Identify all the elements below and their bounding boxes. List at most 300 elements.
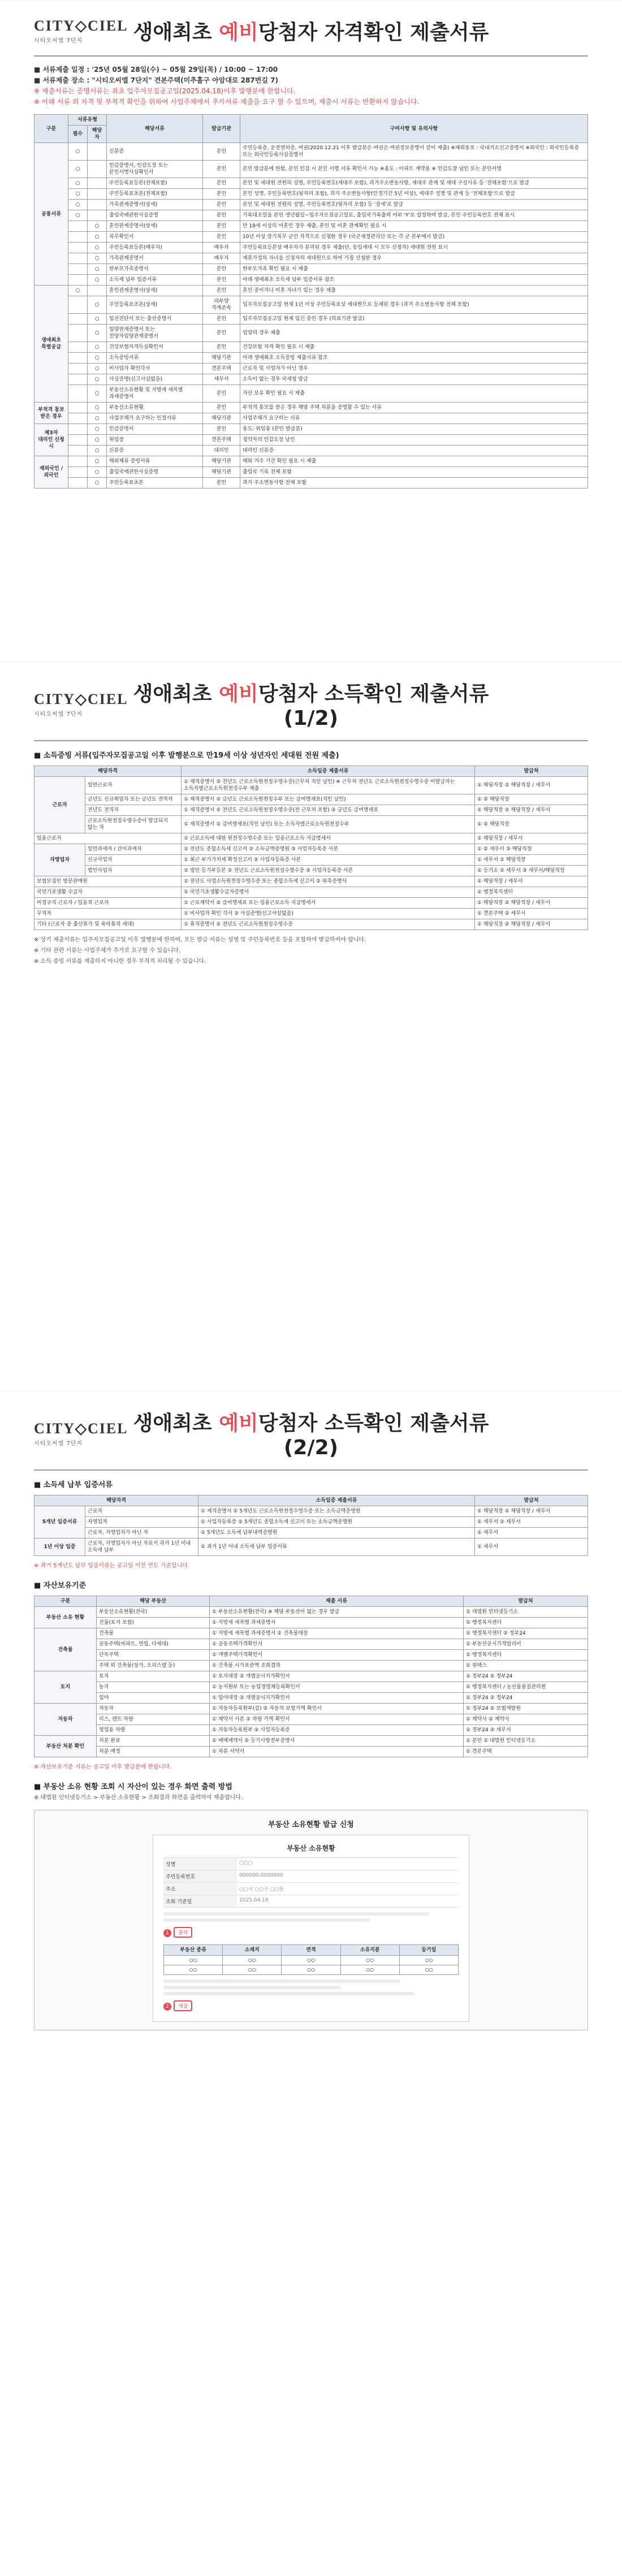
- doc-cell: ① 자동차등록원부(갑) ② 자동차 보험가액 확인서: [210, 1704, 464, 1714]
- table-row: [34, 1704, 588, 1714]
- check-cell: 소득이 없는 경우 국세청 발급: [240, 374, 588, 385]
- cond-cell: ○: [88, 221, 107, 232]
- table-row: [34, 275, 588, 286]
- type-cell: 자동차: [97, 1704, 210, 1714]
- must-cell: [68, 264, 88, 275]
- table-row: [34, 243, 588, 253]
- sample-field-value: ○○시 ○○구 ○○동: [239, 1887, 284, 1892]
- sample-row: [164, 1965, 459, 1975]
- doc-cell: ① 전년도 사업소득원천징수영수증 또는 종합소득세 신고서 ② 위촉증명서: [182, 876, 475, 887]
- doc-cell: 소득세 납부 입증서류: [107, 275, 203, 286]
- type-cell: 공동주택(아파트, 연립, 다세대): [97, 1639, 210, 1650]
- sample-field-key: 주소: [163, 1883, 237, 1895]
- doc-cell: ① 최근 부가가치세 확정신고서 ② 사업자등록증 사본: [182, 855, 475, 866]
- tax-table-body: [34, 1506, 588, 1556]
- must-cell: ○: [68, 286, 88, 296]
- must-cell: [68, 221, 88, 232]
- table-row: [34, 1528, 588, 1538]
- section-header: [0, 1391, 622, 1469]
- place-cell: 해당기관: [203, 456, 240, 467]
- doc-cell: ① 근로계약서 ② 급여명세표 또는 일용근로소득 지급명세서: [182, 898, 475, 909]
- placeholder-line: [163, 1986, 340, 1989]
- place-cell: ① 해당직장 ② 해당직장 / 세무서: [475, 919, 588, 930]
- doc-cell: ① 재직증명서 ② 5개년도 근로소득원천징수영수증 또는 소득금액증명원: [198, 1506, 475, 1517]
- place-cell: 본인: [203, 210, 240, 221]
- check-cell: 자산 보유 확인 필요 시 제출: [240, 385, 588, 403]
- type-cell: 주택 외 건축물(상가, 오피스텔 등): [97, 1661, 210, 1671]
- cond-cell: ○: [88, 478, 107, 489]
- cond-cell: ○: [88, 424, 107, 435]
- place-cell: ① 행정복지센터 / 농산물품질관리원: [464, 1682, 588, 1693]
- sample-th: 면적: [282, 1945, 340, 1956]
- check-cell: 부적격 통보를 받은 경우 해당 주택 처분을 증명할 수 있는 서류: [240, 403, 588, 413]
- th-place: 발급처: [475, 766, 588, 777]
- place-cell: 배우자: [203, 253, 240, 264]
- th-check: 구비사항 및 유의사항: [240, 115, 588, 143]
- table-row: [34, 161, 588, 178]
- th-doc: 해당서류: [107, 115, 203, 143]
- cond-cell: ○: [88, 353, 107, 364]
- place-cell: ① ② 해당직장: [475, 816, 588, 833]
- group-cell: 근로자: [34, 777, 85, 833]
- doc-cell: 인감증명서, 인감도장 또는 본인서명사실확인서: [107, 161, 203, 178]
- table-row: [34, 296, 588, 314]
- table-row: [34, 413, 588, 424]
- th-doc: 소득입증 제출서류: [198, 1496, 475, 1506]
- table-row: [34, 200, 588, 210]
- check-cell: 재혼가정의 자녀를 신청자의 세대원으로 하여 가점 신청한 경우: [240, 253, 588, 264]
- table-row: [34, 232, 588, 243]
- cond-cell: [88, 178, 107, 189]
- sample-field-value: 000000-0000000: [239, 1873, 283, 1878]
- doc-cell: ① 자동차등록원부 ② 사업자등록증: [210, 1725, 464, 1736]
- table-row: [34, 178, 588, 189]
- notes: [0, 57, 622, 110]
- place-cell: 본인: [203, 275, 240, 286]
- must-cell: [68, 243, 88, 253]
- logo-subtext: 시티오씨엘 7단지: [34, 38, 83, 44]
- sample-cell: ○○: [340, 1965, 399, 1975]
- subheading: ■ 자산보유기준: [34, 1581, 87, 1590]
- table-row: [34, 286, 588, 296]
- check-cell: 과거 주소변동사항 전체 포함: [240, 478, 588, 489]
- table-row: [34, 435, 588, 446]
- footnote: ※ 기타 관련 서류는 사업주체가 추가로 요구할 수 있습니다.: [34, 948, 181, 954]
- check-cell: 용도: 위임용 (본인 발급분): [240, 424, 588, 435]
- table-row: [34, 1682, 588, 1693]
- th-place: 발급처: [475, 1496, 588, 1506]
- sample-th: 등기일: [399, 1945, 458, 1956]
- placeholder-line: [163, 1912, 429, 1916]
- type-cell: 일반근로자: [85, 777, 182, 794]
- place-cell: 본인: [203, 286, 240, 296]
- title-highlight: 예비: [219, 682, 258, 706]
- doc-cell: 해외체류 증빙서류: [107, 456, 203, 467]
- table-row: [34, 314, 588, 325]
- type-cell: 일반과세자 / 간이과세자: [85, 844, 182, 855]
- type-cell: 근로자, 자영업자가 아닌 자로서 과거 1년 이내 소득세 납부: [85, 1538, 198, 1556]
- doc-cell: ① 재직증명서 ② 급여명세표(직인 날인) 또는 소득자별근로소득원천징수부: [182, 816, 475, 833]
- qualification-table-body: [34, 143, 588, 489]
- doc-cell: ① 사업자등록증 ② 5개년도 종합소득세 신고서 또는 소득금액증명원: [198, 1517, 475, 1528]
- doc-cell: ① 근로소득에 대한 원천징수영수증 또는 일용근로소득 지급명세서: [182, 833, 475, 844]
- cond-cell: ○: [88, 413, 107, 424]
- table-row: [34, 1736, 588, 1747]
- place-cell: 배우자: [203, 243, 240, 253]
- table-row: [34, 403, 588, 413]
- place-cell: ① 행정복지센터: [464, 1650, 588, 1661]
- sample-th: 소유지분: [340, 1945, 399, 1956]
- must-cell: ○: [68, 210, 88, 221]
- doc-cell: 소득증빙서류: [107, 353, 203, 364]
- cond-cell: [88, 200, 107, 210]
- doc-cell: 건강보험자격득실확인서: [107, 342, 203, 353]
- table-row: [34, 467, 588, 478]
- sample-field-row: [163, 1882, 459, 1895]
- must-cell: [68, 403, 88, 413]
- group-cell: 공통서류: [34, 143, 68, 286]
- sample-doc-title: 부동산 소유현황: [287, 1844, 335, 1852]
- place-cell: ① 정부24 ② 세무서: [464, 1725, 588, 1736]
- sample-document-box: [34, 1810, 588, 2030]
- check-cell: 입주자모집공고일 현재 임신 중인 경우 (의료기관 발급): [240, 314, 588, 325]
- must-cell: [68, 478, 88, 489]
- th-type: 구분: [34, 115, 68, 143]
- doc-cell: 복무확인서: [107, 232, 203, 243]
- type-cell: 근로자: [85, 1506, 198, 1517]
- table-row: [34, 253, 588, 264]
- cond-cell: ○: [88, 314, 107, 325]
- check-cell: 본인 성명, 주민등록번호(뒷자리 포함), 과거 주소변동사항(인정기간 5년 이상), 세대주 성명 및 관계 등 '전체포함'으로 발급: [240, 189, 588, 200]
- check-cell: 본인 발급분에 한함, 본인 인감 시 본인 서명 서류 확인서 가능 ※용도 : 아파트 계약용 ※ 인감도장 날인 또는 본인서명: [240, 161, 588, 178]
- place-cell: 본인: [203, 143, 240, 161]
- check-cell: 아래 생애최초 소득세 납부 입증서류 참조: [240, 275, 588, 286]
- group-cell: 토지: [34, 1671, 97, 1704]
- note-schedule: ■ 서류제출 일정 : '25년 05월 28일(수) ~ 05월 29일(목) / 10:00 ~ 17:00: [34, 66, 278, 74]
- type-cell: 토지: [97, 1671, 210, 1682]
- must-cell: [68, 385, 88, 403]
- title-pre: 생애최초: [133, 21, 219, 44]
- doc-cell: 사실증명(신고사실없음): [107, 374, 203, 385]
- doc-cell: 출입국에관한사실증명: [107, 210, 203, 221]
- doc-cell: ① 개별주택가격확인서: [210, 1650, 464, 1661]
- table-row: [34, 816, 588, 833]
- group-cell: 부적격 통보 받은 경우: [34, 403, 68, 424]
- place-cell: ① 해당직장 ② 해당직장 / 세무서: [475, 805, 588, 816]
- table-row: [34, 1517, 588, 1528]
- th-cond: 해당자: [88, 126, 107, 143]
- place-cell: 피부양 직계존속: [203, 296, 240, 314]
- footnote: ※ 대법원 인터넷등기소 > 부동산 소유현황 > 조회결과 화면을 출력하여 제출합니다.: [34, 1795, 243, 1801]
- step-badge: 2: [163, 2003, 171, 2011]
- sample-th: 소재지: [223, 1945, 282, 1956]
- place-cell: ① ② 해당직장: [475, 794, 588, 805]
- must-cell: [68, 364, 88, 374]
- check-cell: 본인 및 세대원 전원의 성명, 주민등록번호(세대주 포함), 과거주소변동사항, 세대주 관계 및 세대 구성사유 등 '전체포함'으로 발급: [240, 178, 588, 189]
- place-cell: ① 세무서 ② 해당직장: [475, 855, 588, 866]
- check-cell: 청약자의 인감도장 날인: [240, 435, 588, 446]
- tax-table: [34, 1495, 588, 1556]
- must-cell: [68, 446, 88, 456]
- doc-cell: 한부모가족증명서: [107, 264, 203, 275]
- type-cell: 리스, 렌트 차량: [97, 1714, 210, 1725]
- place-cell: 본인: [203, 264, 240, 275]
- table-row: [34, 478, 588, 489]
- sample-cell: ○○: [164, 1965, 223, 1975]
- sample-field-row: [163, 1870, 459, 1882]
- place-cell: ① 해당직장 / 세무서: [475, 876, 588, 887]
- sample-cell: ○○: [164, 1956, 223, 1965]
- doc-cell: ① 임야대장 ② 개별공시지가확인서: [210, 1693, 464, 1704]
- sample-table: [163, 1944, 459, 1975]
- check-cell: 입주자모집공고일 현재 1년 이상 주민등록표상 세대원으로 등재된 경우 (과거 주소변동사항 전체 포함): [240, 296, 588, 314]
- check-cell: 사업주체가 요구하는 서류: [240, 413, 588, 424]
- logo-text: CITY◇CIEL: [34, 18, 128, 34]
- group-cell: 자동차: [34, 1704, 97, 1736]
- cond-cell: [88, 189, 107, 200]
- doc-cell: 주민등록표초본(상세): [107, 296, 203, 314]
- doc-cell: 입양관계증명서 또는 친양자입양관계증명서: [107, 325, 203, 342]
- group-cell: 1년 이상 입증: [34, 1538, 85, 1556]
- group-cell: 5개년 입증서류: [34, 1506, 85, 1538]
- subheading: ■ 부동산 소유 현황 조회 시 자산이 있는 경우 화면 출력 방법: [34, 1783, 232, 1791]
- sample-field-value: 2025.04.18: [239, 1898, 269, 1903]
- doc-cell: 부동산소유현황 및 지방세 세목별 과세증명서: [107, 385, 203, 403]
- table-row: [34, 385, 588, 403]
- doc-cell: ① 매매계약서 ② 등기사항전부증명서: [210, 1736, 464, 1747]
- doc-cell: 사업주체가 요구하는 인정서류: [107, 413, 203, 424]
- section-qualification: [0, 0, 622, 662]
- must-cell: ○: [68, 189, 88, 200]
- must-cell: ○: [68, 161, 88, 178]
- doc-cell: ① 휴직증명서 ② 전년도 근로소득원천징수영수증: [182, 919, 475, 930]
- sample-field-row: [163, 1857, 459, 1870]
- doc-cell: ① 지방세 세목별 과세증명서: [210, 1618, 464, 1628]
- section-header: [0, 662, 622, 740]
- type-cell: 임야: [97, 1693, 210, 1704]
- footnote-red: ※ 과거 5개년도 납부 입증서류는 공고일 이전 연도 기준입니다.: [34, 1563, 190, 1569]
- place-cell: 대리인: [203, 446, 240, 456]
- table-row: [34, 876, 588, 887]
- cond-cell: ○: [88, 403, 107, 413]
- table-row: [34, 1661, 588, 1671]
- sample-placeholder-lines: [163, 1979, 459, 1995]
- place-cell: ① 본인 ② 대법원 인터넷등기소: [464, 1736, 588, 1747]
- place-cell: ① 정부24 ② 정부24: [464, 1671, 588, 1682]
- check-cell: 만 19세 이상의 미혼인 경우 제출, 혼인 및 이혼 관계확인 필요 시: [240, 221, 588, 232]
- group-cell: 제3자 대리인 신청 시: [34, 424, 68, 456]
- place-cell: ① 부동산공시가격알리미: [464, 1639, 588, 1650]
- doc-cell: ① 농지원부 또는 농업경영체등록확인서: [210, 1682, 464, 1693]
- check-cell: 10년 이상 장기복무 군인 자격으로 신청한 경우 (국군재정관리단 또는 각 군 본부에서 발급): [240, 232, 588, 243]
- cond-cell: ○: [88, 435, 107, 446]
- table-row: [34, 844, 588, 855]
- doc-cell: ① 지방세 세목별 과세증명서 ② 건축물대장: [210, 1628, 464, 1639]
- type-cell: 건축물: [97, 1628, 210, 1639]
- place-cell: 본인: [203, 221, 240, 232]
- doc-cell: ① 처분 서약서: [210, 1747, 464, 1757]
- asset-table: [34, 1596, 588, 1757]
- place-cell: 해당기관: [203, 467, 240, 478]
- check-cell: 해외 거주 기간 확인 필요 시 제출: [240, 456, 588, 467]
- table-row: [34, 1506, 588, 1517]
- subheading: ■ 소득세 납부 입증서류: [34, 1481, 113, 1489]
- place-cell: ① 행정복지센터: [475, 887, 588, 898]
- doc-cell: 주민등록표등본(전체포함): [107, 178, 203, 189]
- sample-field-key: 주민등록번호: [163, 1870, 237, 1882]
- type-cell: 건물(토지 포함): [97, 1618, 210, 1628]
- must-cell: ○: [68, 143, 88, 161]
- placeholder-line: [163, 1979, 400, 1983]
- type-cell: 무직자: [34, 909, 182, 919]
- th-place: 발급기관: [203, 115, 240, 143]
- sample-cell: ○○: [282, 1956, 340, 1965]
- section-title: [130, 1407, 492, 1459]
- doc-cell: ① 부동산소유현황(전국) ※ 해당 부동산이 없는 경우 발급: [210, 1607, 464, 1618]
- place-cell: ① 정부24 ② 정부24: [464, 1693, 588, 1704]
- placeholder-line: [163, 1918, 370, 1922]
- sample-box-title: 부동산 소유현황 발급 신청: [268, 1821, 354, 1829]
- table-row: [34, 887, 588, 898]
- place-cell: 본인: [203, 314, 240, 325]
- type-cell: 법인사업자: [85, 866, 182, 876]
- table-row: [34, 805, 588, 816]
- table-row: [34, 1714, 588, 1725]
- table-row: [34, 189, 588, 200]
- must-cell: [68, 325, 88, 342]
- table-row: [34, 1639, 588, 1650]
- th-type: 해당자격: [34, 1496, 198, 1506]
- place-cell: 해당기관: [203, 413, 240, 424]
- place-cell: 본인: [203, 385, 240, 403]
- section-title: [130, 16, 492, 45]
- check-cell: 대리인 신분증: [240, 446, 588, 456]
- table-row: [34, 1671, 588, 1682]
- table-row: [34, 909, 588, 919]
- title-highlight: 예비: [219, 21, 258, 44]
- th-cat: 해당 부동산: [97, 1596, 210, 1607]
- doc-cell: 출입국에관한사실증명: [107, 467, 203, 478]
- table-row: [34, 866, 588, 876]
- th-doc: 제출 서류: [210, 1596, 464, 1607]
- place-cell: ① 행정복지센터 ② 정부24: [464, 1628, 588, 1639]
- place-cell: ① 해당직장 ② 해당직장 / 세무서: [475, 777, 588, 794]
- place-cell: 본인: [203, 424, 240, 435]
- must-cell: [68, 413, 88, 424]
- doc-cell: 비사업자 확인각서: [107, 364, 203, 374]
- note-place: ■ 서류제출 장소 : "시티오씨엘 7단지" 견본주택(미추홀구 아암대로 287번길 7): [34, 76, 278, 84]
- th-doc: 소득입증 제출서류: [182, 766, 475, 777]
- table-row: [34, 898, 588, 909]
- must-cell: ○: [68, 200, 88, 210]
- table-row: [34, 1747, 588, 1757]
- place-cell: ① 해당직장 ② 해당직장 / 세무서: [475, 898, 588, 909]
- table-row: [34, 794, 588, 805]
- type-cell: 처분 완료: [97, 1736, 210, 1747]
- type-cell: 근로자, 자영업자가 아닌 자: [85, 1528, 198, 1538]
- doc-cell: 주민등록표초본(전체포함): [107, 189, 203, 200]
- table-row: [34, 446, 588, 456]
- place-cell: ① 세무서 ② 세무서: [475, 1517, 588, 1528]
- must-cell: [68, 296, 88, 314]
- table-row: [34, 1693, 588, 1704]
- sample-document: [153, 1835, 469, 2022]
- doc-cell: 신분증: [107, 446, 203, 456]
- must-cell: [68, 467, 88, 478]
- table-row: [34, 364, 588, 374]
- must-cell: [68, 275, 88, 286]
- doc-cell: ① 비사업자 확인 각서 ② 사실증명(신고사실없음): [182, 909, 475, 919]
- doc-cell: 위임장: [107, 435, 203, 446]
- title-post: 당첨자 소득확인 제출서류(1/2): [258, 682, 489, 730]
- table-row: [34, 1650, 588, 1661]
- table-row: [34, 777, 588, 794]
- place-cell: ① 대법원 인터넷등기소: [464, 1607, 588, 1618]
- check-cell: 기록대조일을 본인 생년월일~입주자모집공고일로, 출입국기록출력 여부 'Y'로 설정하여 발급, 본인 주민등록번호 전체 표시: [240, 210, 588, 221]
- place-cell: ① 정부24 ② 보험개발원: [464, 1704, 588, 1714]
- must-cell: [68, 435, 88, 446]
- place-cell: 본인: [203, 478, 240, 489]
- sample-field-row: [163, 1895, 459, 1908]
- must-cell: [68, 353, 88, 364]
- section-header: [0, 1, 622, 55]
- must-cell: [68, 374, 88, 385]
- place-cell: ① 해당직장 ② 해당직장 / 세무서: [475, 1506, 588, 1517]
- note-warning: ※ 제출서류는 증명서류는 최초 입주자모집공고일(2025.04.18)이후 발행분에 한합니다.: [34, 87, 296, 95]
- cond-cell: ○: [88, 385, 107, 403]
- doc-cell: ① 계약서 사본 ② 차량 가액 확인서: [210, 1714, 464, 1725]
- cond-cell: ○: [88, 342, 107, 353]
- sample-field-key: 성명: [163, 1858, 237, 1870]
- type-cell: 전년도 전직자: [85, 805, 182, 816]
- place-cell: ① 세무서: [475, 1538, 588, 1556]
- cond-cell: ○: [88, 446, 107, 456]
- type-cell: 단독주택: [97, 1650, 210, 1661]
- subheading: ■ 소득증빙 서류(입주자모집공고일 이후 발행분으로 만19세 이상 성년자인 세대원 전원 제출): [34, 751, 339, 760]
- cond-cell: ○: [88, 364, 107, 374]
- doc-cell: 주민등록표등본(배우자): [107, 243, 203, 253]
- place-cell: 본인: [203, 189, 240, 200]
- cond-cell: ○: [88, 325, 107, 342]
- sample-cell: ○○: [223, 1956, 282, 1965]
- place-cell: ① ② 세무서 ③ 해당직장: [475, 844, 588, 855]
- place-cell: 본인: [203, 403, 240, 413]
- brand-logo: [34, 1420, 130, 1447]
- logo-text: CITY◇CIEL: [34, 690, 128, 707]
- table-row: [34, 833, 588, 844]
- section-title: [130, 678, 492, 730]
- check-cell: 아래 생애최초 소득증빙 제출서류 참조: [240, 353, 588, 364]
- table-row: [34, 1618, 588, 1628]
- place-cell: 견본주택: [203, 435, 240, 446]
- table-row: [34, 143, 588, 161]
- doc-cell: 가족관계증명서(상세): [107, 200, 203, 210]
- step-label: 출력: [174, 1927, 192, 1938]
- cond-cell: ○: [88, 243, 107, 253]
- asset-table-body: [34, 1607, 588, 1757]
- logo-text: CITY◇CIEL: [34, 1420, 128, 1437]
- sample-cell: ○○: [399, 1956, 458, 1965]
- cond-cell: ○: [88, 232, 107, 243]
- group-cell: 부동산 처분 확인: [34, 1736, 97, 1757]
- type-cell: 자영업자: [85, 1517, 198, 1528]
- type-cell: 보험모집인 방문판매원: [34, 876, 182, 887]
- sample-table-body: [164, 1956, 459, 1975]
- place-cell: 세무서: [203, 374, 240, 385]
- doc-cell: ① 5개년도 소득세 납부내역증명원: [198, 1528, 475, 1538]
- group-cell: 부동산 소유 현황: [34, 1607, 97, 1628]
- doc-cell: ① 법인 등기부등본 ② 전년도 근로소득원천징수영수증 ③ 사업자등록증 사본: [182, 866, 475, 876]
